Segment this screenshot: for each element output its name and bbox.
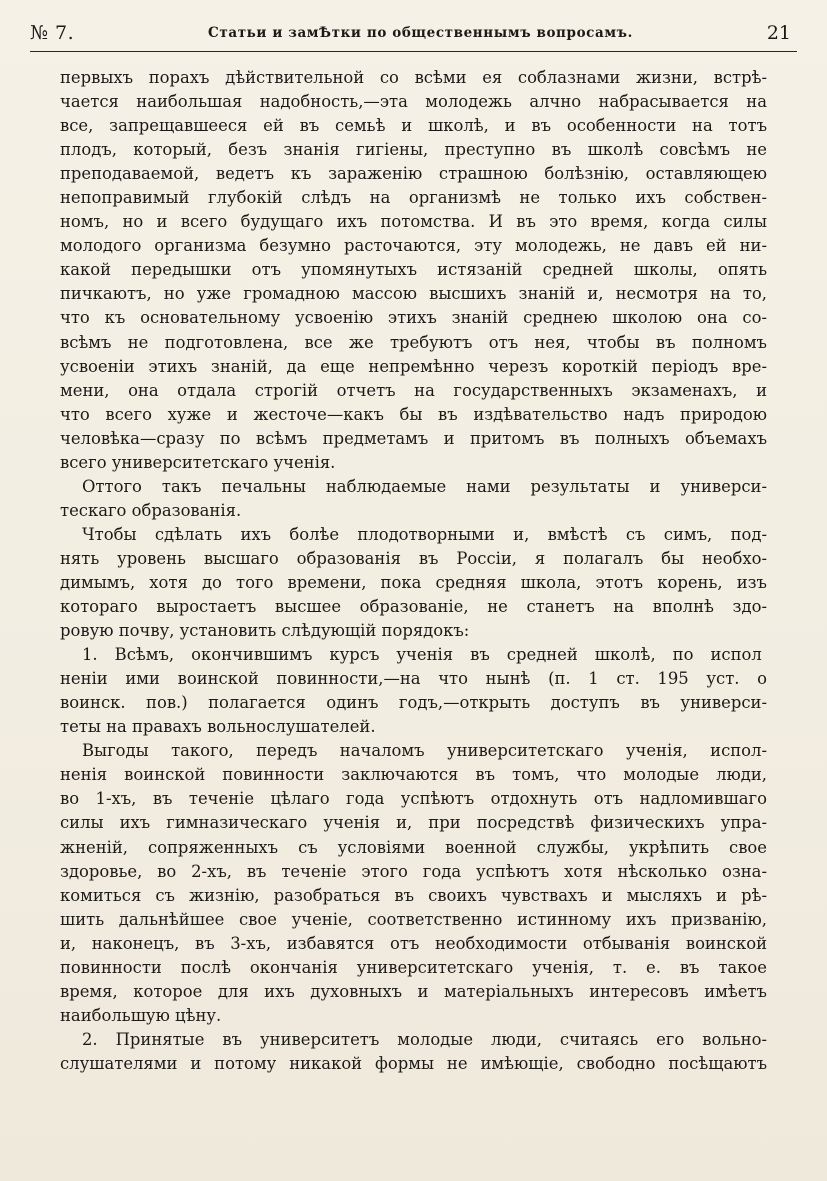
text-line: всѣмъ не подготовлена, все же требуютъ отъ нея, чтобы въ полномъ: [60, 332, 767, 352]
text-line: жненій, сопряженныхъ съ условіями военной службы, укрѣпить свое: [60, 837, 767, 857]
text-line: силы ихъ гимназическаго ученія и, при посредствѣ физическихъ упра-: [60, 813, 767, 833]
article-body: [60, 66, 767, 1076]
paragraph-first-line: Оттого такъ печальны наблюдаемые нами результаты и универси-: [82, 476, 767, 496]
text-line: повинности послѣ окончанія университетскаго ученія, т. е. въ такое: [60, 957, 767, 977]
text-line: номъ, но и всего будущаго ихъ потомства. И въ это время, когда силы: [60, 212, 767, 232]
text-line: чается наибольшая надобность,—эта молодежь алчно набрасывается на: [60, 92, 767, 112]
text-line: плодъ, который, безъ знанія гигіены, преступно въ школѣ совсѣмъ не: [60, 140, 767, 160]
text-line: слушателями и потому никакой формы не имѣющіе, свободно посѣщаютъ: [60, 1053, 767, 1073]
paragraph-first-line: Выгоды такого, передъ началомъ университетскаго ученія, испол-: [82, 741, 767, 761]
page-number: 21: [766, 22, 791, 44]
header-rule: [30, 51, 797, 52]
text-line: человѣка—сразу по всѣмъ предметамъ и притомъ въ полныхъ объемахъ: [60, 428, 767, 448]
text-line: комиться съ жизнію, разобраться въ своихъ чувствахъ и мысляхъ и рѣ-: [60, 885, 767, 905]
text-line: ровую почву, установить слѣдующій порядокъ:: [60, 621, 470, 641]
text-line: во 1-хъ, въ теченіе цѣлаго года успѣютъ отдохнуть отъ надломившаго: [60, 789, 767, 809]
text-line: какой передышки отъ упомянутыхъ истязаній средней школы, опять: [60, 260, 767, 280]
text-line: усвоеніи этихъ знаній, да еще непремѣнно черезъ короткій періодъ вре-: [60, 356, 767, 376]
text-line: всего университетскаго ученія.: [60, 452, 336, 472]
issue-number: № 7.: [30, 22, 75, 44]
numbered-item-1: 1. Всѣмъ, окончившимъ курсъ ученія въ средней школѣ, по испол: [82, 645, 767, 665]
text-line: молодого организма безумно расточаются, эту молодежь, не давъ ей ни-: [60, 236, 767, 256]
text-line: тескаго образованія.: [60, 500, 242, 520]
text-line: здоровье, во 2-хъ, въ теченіе этого года успѣютъ хотя нѣсколько озна-: [60, 861, 767, 881]
text-line: шить дальнѣйшее свое ученіе, соответственно истинному ихъ призванію,: [60, 909, 767, 929]
numbered-item-2: 2. Принятые въ университетъ молодые люди, считаясь его вольно-: [82, 1029, 767, 1049]
text-line: воинск. пов.) полагается одинъ годъ,—открыть доступъ въ универси-: [60, 693, 767, 713]
text-line: димымъ, хотя до того времени, пока средняя школа, этотъ корень, изъ: [60, 572, 767, 592]
text-line: и, наконецъ, въ 3-хъ, избавятся отъ необходимости отбыванія воинской: [60, 933, 767, 953]
running-header: [30, 18, 791, 48]
text-line: первыхъ порахъ дѣйствительной со всѣми ея соблазнами жизни, встрѣ-: [60, 68, 767, 87]
text-line: ненія воинской повинности заключаются въ томъ, что молодые люди,: [60, 765, 767, 785]
text-line: нять уровень высшаго образованія въ Россіи, я полагалъ бы необхо-: [60, 548, 767, 568]
paragraph-first-line: Чтобы сдѣлать ихъ болѣе плодотворными и, вмѣстѣ съ симъ, под-: [82, 524, 767, 544]
text-line: теты на правахъ вольнослушателей.: [60, 717, 376, 737]
text-line: преподаваемой, ведетъ къ зараженію страшною болѣзнію, оставляющею: [60, 164, 767, 184]
text-line: непоправимый глубокій слѣдъ на организмѣ не только ихъ собствен-: [60, 188, 767, 208]
text-line: время, которое для ихъ духовныхъ и матеріальныхъ интересовъ имѣетъ: [60, 981, 767, 1001]
text-line: мени, она отдала строгій отчетъ на государственныхъ экзаменахъ, и: [60, 380, 767, 400]
text-line: котораго выростаетъ высшее образованіе, не станетъ на вполнѣ здо-: [60, 597, 767, 617]
text-line: наибольшую цѣну.: [60, 1005, 222, 1025]
text-line: неніи ими воинской повинности,—на что нынѣ (п. 1 ст. 195 уст. о: [60, 669, 767, 689]
text-line: все, запрещавшееся ей въ семьѣ и школѣ, и въ особенности на тотъ: [60, 116, 767, 136]
text-line: что къ основательному усвоенію этихъ знаній среднею школою она со-: [60, 308, 767, 328]
running-title: Статьи и замѢтки по общественнымъ вопросамъ.: [208, 25, 633, 41]
text-line: пичкаютъ, но уже громадною массою высшихъ знаній и, несмотря на то,: [60, 284, 767, 304]
text-line: что всего хуже и жесточе—какъ бы въ издѣвательство надъ природою: [60, 404, 767, 424]
